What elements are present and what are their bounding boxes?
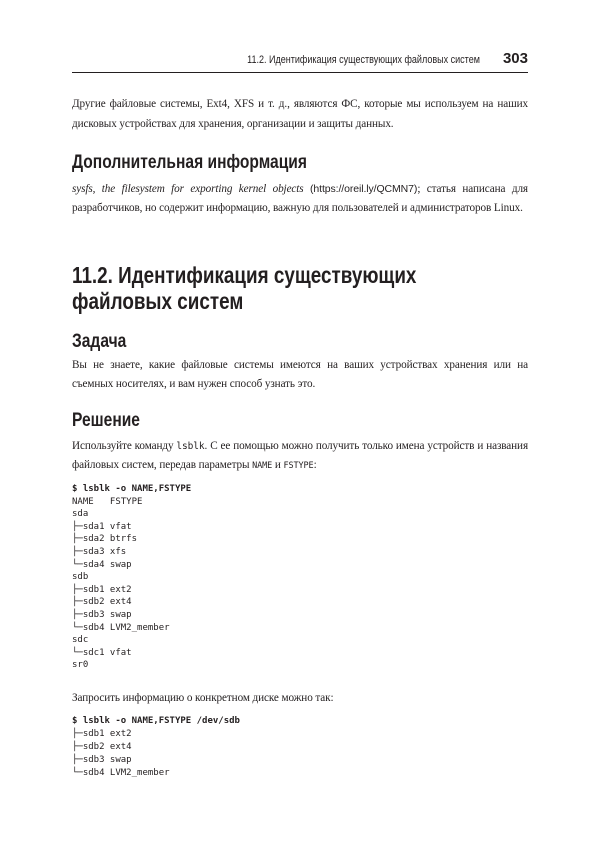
- inline-command: lsblk: [176, 441, 205, 452]
- running-header: [72, 50, 528, 73]
- task-paragraph: Вы не знаете, какие файловые системы имеются на ваших устройствах хранения или на съемных носителях, и вам нужен способ узнать это.: [72, 359, 528, 390]
- section-title-line2: файловых систем: [72, 288, 244, 314]
- paragraph-2: Запросить информацию о конкретном диске можно так:: [72, 692, 334, 704]
- more-info-text: ; статья написана для разработчиков, но содержит информацию, важную для пользователей и администраторов Linux.: [72, 183, 528, 214]
- text: . С ее помощью можно получить только имена устройств и названия файловых систем, передав параметры: [72, 440, 528, 471]
- reference-title: sysfs, the filesystem for exporting kernel objects: [72, 183, 304, 195]
- section-title: [72, 262, 416, 314]
- command-line: $ lsblk -o NAME,FSTYPE /dev/sdb: [72, 716, 240, 726]
- more-info-paragraph: [72, 180, 528, 217]
- running-title: 11.2. Идентификация существующих файловых систем: [247, 54, 480, 66]
- solution-paragraph: [72, 437, 528, 476]
- code-block-2: [72, 715, 240, 780]
- intro-paragraph: Другие файловые системы, Ext4, XFS и т. д., являются ФС, которые мы используем на наших дисковых устройствах для хранения, организации и защиты данных.: [72, 98, 528, 130]
- text: :: [313, 459, 317, 471]
- command-output: ├─sdb1 ext2 ├─sdb2 ext4 ├─sdb3 swap └─sdb4 LVM2_member: [72, 729, 170, 778]
- more-info-heading: Дополнительная информация: [72, 152, 307, 173]
- reference-link[interactable]: (https://oreil.ly/QCMN7): [310, 183, 418, 195]
- code-block-1: [72, 483, 191, 672]
- section-title-line1: 11.2. Идентификация существующих: [72, 262, 417, 288]
- solution-heading: Решение: [72, 410, 140, 431]
- text: и: [272, 459, 284, 471]
- task-heading: Задача: [72, 331, 127, 352]
- command-line: $ lsblk -o NAME,FSTYPE: [72, 484, 192, 494]
- text: Используйте команду: [72, 440, 177, 452]
- param-fstype: FSTYPE: [283, 461, 314, 471]
- param-name: NAME: [252, 461, 273, 471]
- command-output: NAME FSTYPE sda ├─sda1 vfat ├─sda2 btrfs ├─sda3 xfs └─sda4 swap sdb ├─sdb1 ext2 ├─sdb2 ext4 ├─sdb3 swap └─sdb4 LVM2_member sdc └─sdc1 vfat sr0: [72, 496, 170, 671]
- page-number: 303: [502, 50, 528, 67]
